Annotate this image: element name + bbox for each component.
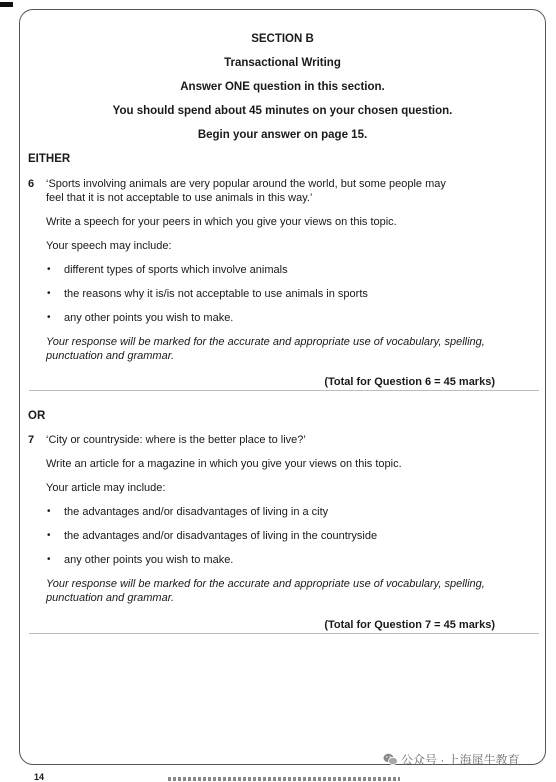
question-6-marking-note-line-2: punctuation and grammar. (46, 350, 174, 362)
question-7-total: (Total for Question 7 = 45 marks) (324, 619, 495, 631)
question-7-marking-note-line-1: Your response will be marked for the accurate and appropriate use of vocabulary, spelling, (46, 578, 485, 590)
question-6-bullet-3: any other points you wish to make. (64, 312, 234, 324)
question-6-number: 6 (28, 178, 35, 190)
bullet-marker: • (47, 554, 51, 565)
question-7-bullet-1: the advantages and/or disadvantages of living in a city (64, 506, 329, 518)
question-7-number: 7 (28, 434, 35, 446)
question-6-task: Write a speech for your peers in which you give your views on this topic. (46, 216, 397, 228)
question-6-divider (29, 390, 539, 391)
bullet-marker: • (47, 288, 51, 299)
bullet-marker: • (47, 506, 51, 517)
question-6-may-include: Your speech may include: (46, 240, 172, 252)
page-number: 14 (34, 772, 45, 782)
question-6-total: (Total for Question 6 = 45 marks) (324, 376, 495, 388)
instruction-begin-page: Begin your answer on page 15. (197, 129, 368, 141)
section-heading: SECTION B (251, 33, 314, 45)
bullet-marker: • (47, 312, 51, 323)
watermark-text: 公众号 · 上海犀牛教育 (401, 753, 520, 767)
bullet-marker: • (47, 530, 51, 541)
question-7-divider (29, 633, 539, 634)
question-6-bullet-2: the reasons why it is/is not acceptable to use animals in sports (64, 288, 368, 300)
question-6-bullet-1: different types of sports which involve animals (64, 264, 288, 276)
question-6-prompt-line-2: feel that it is not acceptable to use animals in this way.’ (46, 192, 313, 204)
wechat-icon (383, 753, 398, 769)
question-7-may-include: Your article may include: (46, 482, 166, 494)
section-title: Transactional Writing (224, 57, 341, 69)
instruction-answer-one: Answer ONE question in this section. (180, 81, 385, 93)
question-6-prompt-line-1: ‘Sports involving animals are very popular around the world, but some people may (46, 178, 446, 190)
either-label: EITHER (28, 153, 71, 165)
or-label: OR (28, 410, 46, 422)
question-7-task: Write an article for a magazine in which you give your views on this topic. (46, 458, 402, 470)
instruction-time: You should spend about 45 minutes on your chosen question. (112, 105, 453, 117)
question-6-marking-note-line-1: Your response will be marked for the accurate and appropriate use of vocabulary, spelling, (46, 336, 485, 348)
footer-code-strip (168, 777, 400, 781)
question-7-marking-note-line-2: punctuation and grammar. (46, 592, 174, 604)
question-7-bullet-3: any other points you wish to make. (64, 554, 234, 566)
bullet-marker: • (47, 264, 51, 275)
corner-registration-mark (0, 2, 13, 7)
watermark (383, 751, 520, 769)
question-7-prompt: ‘City or countryside: where is the better place to live?’ (46, 434, 306, 446)
question-7-bullet-2: the advantages and/or disadvantages of living in the countryside (64, 530, 378, 542)
